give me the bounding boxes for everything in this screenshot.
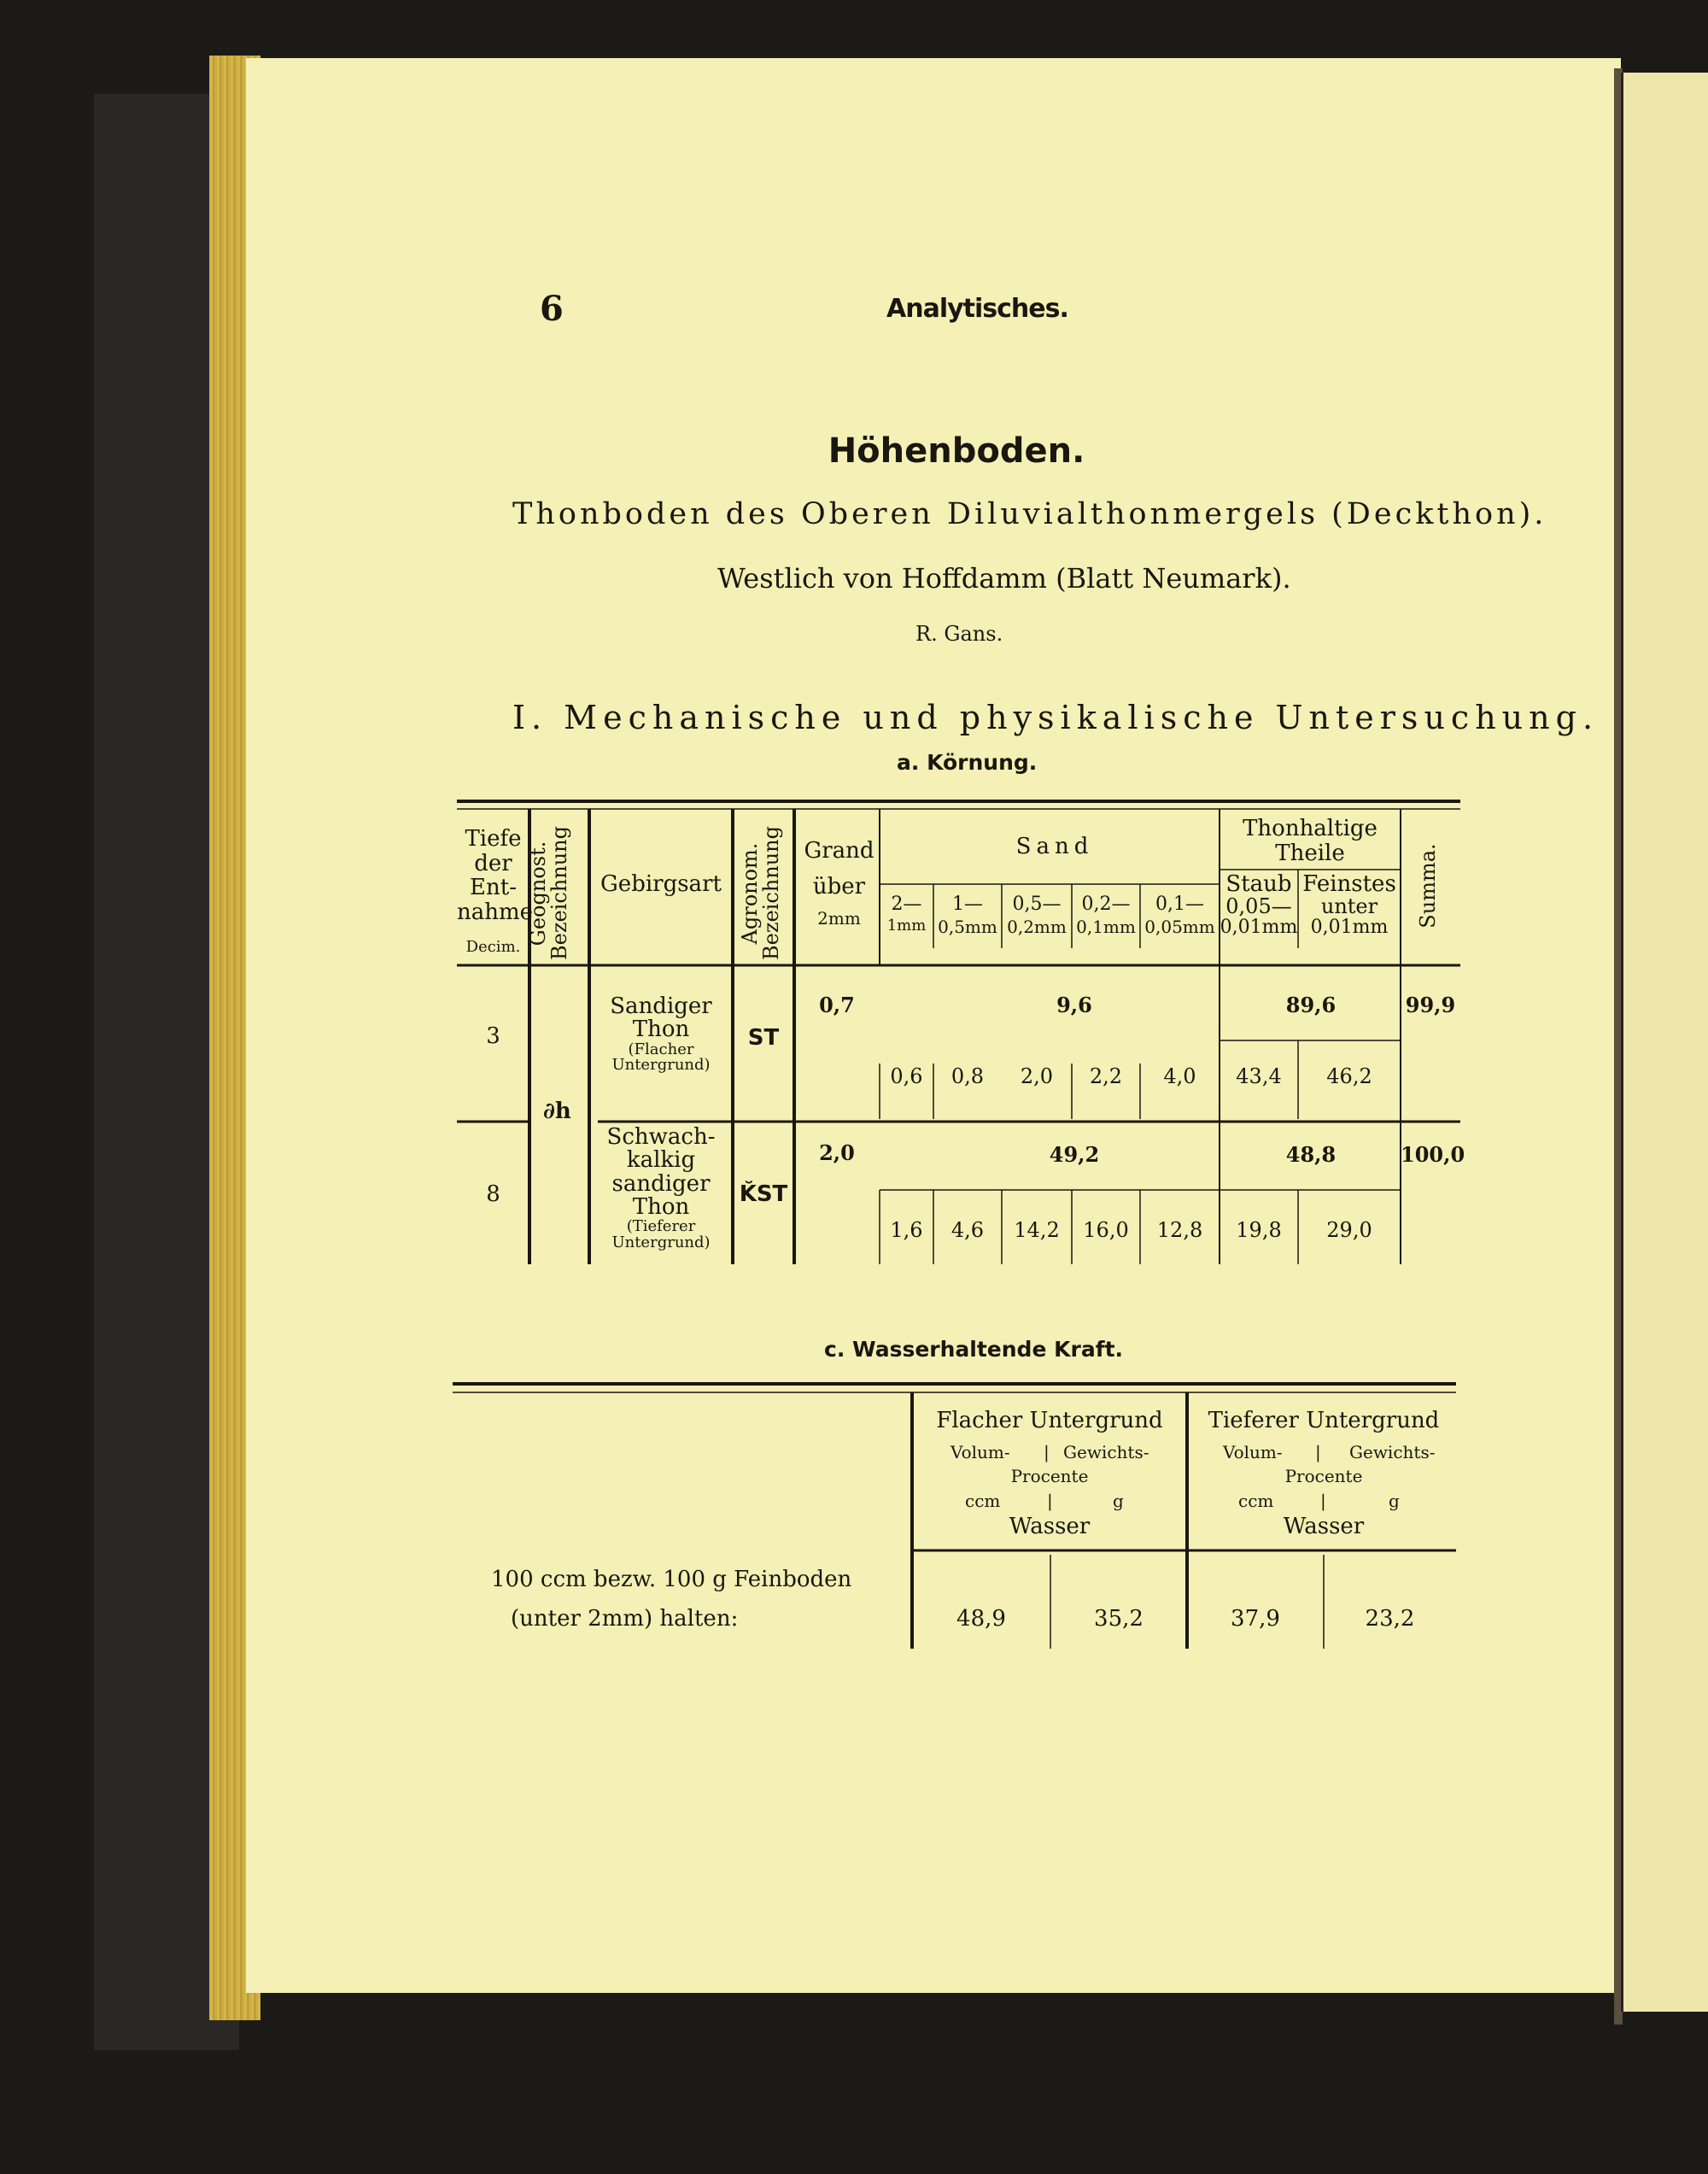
header-sand-col-unit: 0,1mm <box>1076 916 1136 937</box>
row-label-line2: (unter 2mm) halten: <box>511 1606 739 1632</box>
col1-ccm: ccm <box>965 1491 1001 1511</box>
header-feinstes-line: Feinstes <box>1302 871 1396 897</box>
page-title: Höhenboden. <box>828 431 1085 471</box>
author: R. Gans. <box>915 622 1003 646</box>
row2-sand-value: 16,0 <box>1083 1218 1129 1242</box>
row2-gebirgsart-line: sandiger <box>611 1170 711 1197</box>
col2-volum: Volum- <box>1223 1442 1283 1462</box>
row2-summa: 100,0 <box>1401 1142 1465 1167</box>
col1-divider: | <box>1044 1442 1050 1462</box>
header-sand-col <box>880 893 933 935</box>
section-title: I. Mechanische und physikalische Untersuchung. <box>512 699 1600 736</box>
header-staub-line: Staub <box>1225 871 1292 897</box>
header-tiefe-line: der <box>474 850 512 876</box>
col2-divider: | <box>1320 1491 1326 1511</box>
row1-sand-total: 9,6 <box>1056 993 1092 1017</box>
header-agronom <box>740 827 787 960</box>
header-sand-col-unit: 0,2mm <box>1007 916 1067 937</box>
col1-value-g: 35,2 <box>1094 1606 1144 1632</box>
col1-gewichts: Gewichts- <box>1063 1442 1149 1462</box>
header-staub-line: 0,01mm <box>1220 917 1298 939</box>
col2-wasser: Wasser <box>1283 1514 1365 1539</box>
header-geognost-line: Geognost. <box>526 841 550 946</box>
col1-wasser: Wasser <box>1009 1514 1091 1539</box>
subtitle: Thonboden des Oberen Diluvialthonmergels (Deckthon). <box>512 497 1547 531</box>
row1-gebirgsart <box>589 995 733 1074</box>
col2-procente: Procente <box>1284 1466 1363 1486</box>
row1-tiefe: 3 <box>486 1023 500 1049</box>
col2-value-g: 23,2 <box>1365 1606 1415 1632</box>
row1-gebirgsart-note: (Flacher <box>628 1040 694 1058</box>
header-summa: Summa. <box>1416 843 1440 929</box>
header-staub <box>1220 873 1298 938</box>
page-number: 6 <box>540 289 564 329</box>
row1-sand-value: 2,2 <box>1089 1064 1123 1088</box>
row-label-line1: 100 ccm bezw. 100 g Feinboden <box>491 1567 852 1592</box>
col2-gewichts: Gewichts- <box>1349 1442 1436 1462</box>
header-sand-col <box>1072 893 1140 938</box>
header-grand-line: über <box>812 873 866 899</box>
header-tiefe-line: nahme <box>457 899 534 925</box>
header-sand-col-top: 1— <box>952 894 983 915</box>
geognost-symbol: ∂h <box>543 1099 571 1124</box>
row2-staub: 19,8 <box>1236 1218 1282 1242</box>
col1-procente: Procente <box>1010 1466 1089 1486</box>
row2-gebirgsart-line: kalkig <box>626 1147 696 1174</box>
row1-summa: 99,9 <box>1405 993 1456 1017</box>
row2-agronom: K̆ST <box>739 1181 788 1207</box>
header-sand-col-top: 2— <box>891 894 922 915</box>
row1-sand-value: 2,0 <box>1020 1064 1054 1088</box>
row1-sand-value: 0,6 <box>890 1064 923 1088</box>
header-thon-line: Theile <box>1275 840 1345 866</box>
header-sand-col <box>1002 893 1072 938</box>
row1-agronom: ST <box>747 1025 780 1051</box>
location: Westlich von Hoffdamm (Blatt Neumark). <box>717 562 1291 595</box>
header-sand-col-top: 0,2— <box>1081 894 1131 915</box>
table-c-caption: c. Wasserhaltende Kraft. <box>824 1337 1124 1362</box>
header-feinstes-line: 0,01mm <box>1310 917 1389 939</box>
col1-value-ccm: 48,9 <box>956 1606 1006 1632</box>
row2-sand-value: 1,6 <box>890 1218 923 1242</box>
col1-volum: Volum- <box>951 1442 1010 1462</box>
header-sand-col-unit: 1mm <box>886 916 927 935</box>
header-geognost <box>528 827 576 960</box>
header-tiefe-line: Ent- <box>470 875 517 901</box>
table-a-caption: a. Körnung. <box>897 750 1038 775</box>
row2-feinstes: 29,0 <box>1326 1218 1372 1242</box>
header-sand-col-unit: 0,5mm <box>938 916 997 937</box>
col2-divider: | <box>1315 1442 1321 1462</box>
row1-grand: 0,7 <box>819 993 855 1017</box>
header-grand-line: Grand <box>804 838 874 864</box>
header-sand-col <box>933 893 1002 938</box>
row2-gebirgsart-note: (Tieferer <box>626 1217 696 1236</box>
header-sand-col-top: 0,1— <box>1155 894 1204 915</box>
row2-sand-value: 12,8 <box>1156 1218 1203 1242</box>
row2-sand-value: 4,6 <box>951 1218 985 1242</box>
header-agronom-line: Agronom. <box>738 842 762 945</box>
row2-gebirgsart-line: Schwach- <box>606 1124 716 1150</box>
row1-gebirgsart-note: Untergrund) <box>611 1056 711 1075</box>
header-agronom-line: Bezeichnung <box>759 826 784 960</box>
row1-gebirgsart-line: Thon <box>632 1017 690 1043</box>
row2-gebirgsart-line: Thon <box>632 1193 690 1220</box>
header-sand-col <box>1140 893 1220 938</box>
header-grand <box>798 834 880 932</box>
col1-title: Flacher Untergrund <box>936 1408 1163 1433</box>
row1-sand-value: 0,8 <box>951 1064 985 1088</box>
col2-g: g <box>1389 1491 1400 1511</box>
row2-gebirgsart-note: Untergrund) <box>611 1233 711 1252</box>
header-tiefe-line: Tiefe <box>465 826 522 852</box>
row1-thon-total: 89,6 <box>1285 993 1337 1017</box>
header-feinstes-line: unter <box>1320 894 1378 919</box>
col2-ccm: ccm <box>1238 1491 1274 1511</box>
row2-sand-total: 49,2 <box>1049 1142 1100 1167</box>
header-feinstes <box>1298 873 1401 938</box>
header-geognost-line: Bezeichnung <box>547 826 572 960</box>
col2-value-ccm: 37,9 <box>1231 1606 1280 1632</box>
row2-gebirgsart <box>589 1126 733 1251</box>
row2-tiefe: 8 <box>486 1181 500 1207</box>
header-thon-line: Thonhaltige <box>1243 816 1378 841</box>
row2-thon-total: 48,8 <box>1285 1142 1337 1167</box>
running-title: Analytisches. <box>886 294 1068 324</box>
col2-title: Tieferer Untergrund <box>1208 1408 1440 1433</box>
header-tiefe-unit: Decim. <box>465 938 521 956</box>
row2-sand-value: 14,2 <box>1014 1218 1060 1242</box>
col1-divider: | <box>1047 1491 1053 1511</box>
row1-feinstes: 46,2 <box>1326 1064 1372 1088</box>
header-sand-col-unit: 0,05mm <box>1144 916 1215 937</box>
col1-g: g <box>1113 1491 1124 1511</box>
header-thon <box>1220 817 1401 865</box>
header-gebirgsart: Gebirgsart <box>600 871 722 897</box>
header-tiefe <box>457 826 534 925</box>
header-sand-col-top: 0,5— <box>1012 894 1062 915</box>
row1-gebirgsart-line: Sandiger <box>610 993 712 1019</box>
header-staub-line: 0,05— <box>1225 894 1292 919</box>
header-grand-unit: 2mm <box>817 908 861 929</box>
row1-sand-value: 4,0 <box>1163 1064 1196 1088</box>
header-sand: Sand <box>1015 834 1094 859</box>
row2-grand: 2,0 <box>819 1140 855 1165</box>
row1-staub: 43,4 <box>1236 1064 1282 1088</box>
